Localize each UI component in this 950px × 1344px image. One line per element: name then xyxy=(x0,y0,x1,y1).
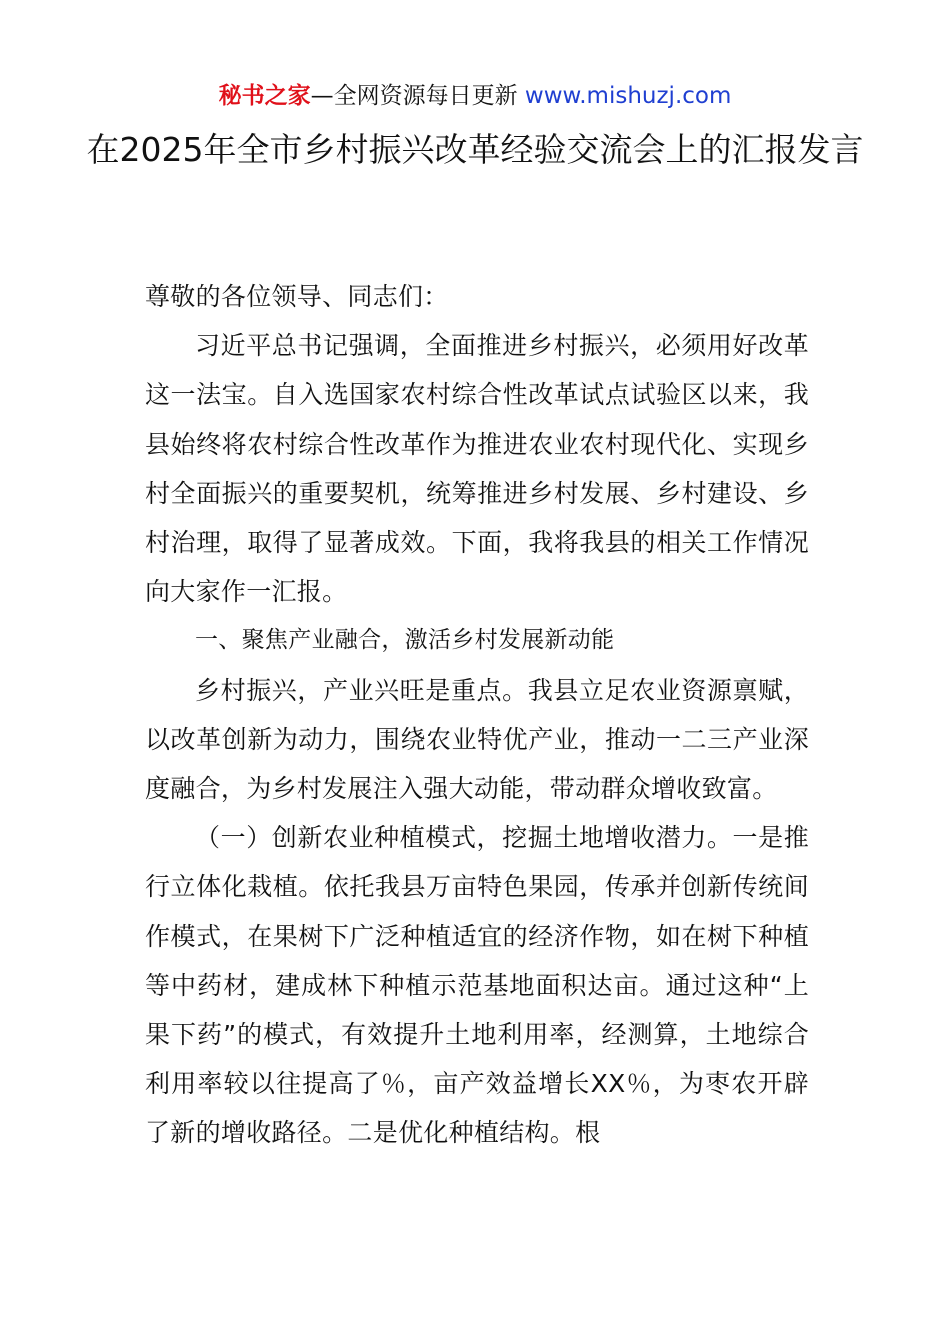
brand-name: 秘书之家 xyxy=(218,83,311,109)
site-header xyxy=(0,80,950,112)
salutation: 尊敬的各位领导、同志们： xyxy=(145,282,449,311)
paragraph-industry: 乡村振兴，产业兴旺是重点。我县立足农业资源禀赋，以改革创新为动力，围绕农业特优产业，推动一二三产业深度融合，为乡村发展注入强大动能，带动群众增收致富。 xyxy=(145,675,809,804)
document-title: 在2025年全市乡村振兴改革经验交流会上的汇报发言 xyxy=(86,130,864,169)
paragraph-intro: 习近平总书记强调，全面推进乡村振兴，必须用好改革这一法宝。自入选国家农村综合性改革试点试验区以来，我县始终将农村综合性改革作为推进农业农村现代化、实现乡村全面振兴的重要契机，统筹推进乡村发展、乡村建设、乡村治理，取得了显著成效。下面，我将我县的相关工作情况向大家作一汇报。 xyxy=(145,331,809,607)
paragraph-planting: （一）创新农业种植模式，挖掘土地增收潜力。一是推行立体化栽植。依托我县万亩特色果园，传承并创新传统间作模式，在果树下广泛种植适宜的经济作物，如在树下种植等中药材，建成林下种植示范基地面积达亩。通过这种“上果下药”的模式，有效提升土地利用率，经测算，土地综合利用率较以往提高了％，亩产效益增长XX％，为枣农开辟了新的增收路径。二是优化种植结构。根 xyxy=(145,823,809,1148)
section-heading: 一、聚焦产业融合，激活乡村发展新动能 xyxy=(195,627,615,654)
document-body xyxy=(145,272,809,1158)
header-slogan: —全网资源每日更新 xyxy=(310,83,518,109)
site-url-link[interactable]: www.mishuzj.com xyxy=(524,83,732,109)
